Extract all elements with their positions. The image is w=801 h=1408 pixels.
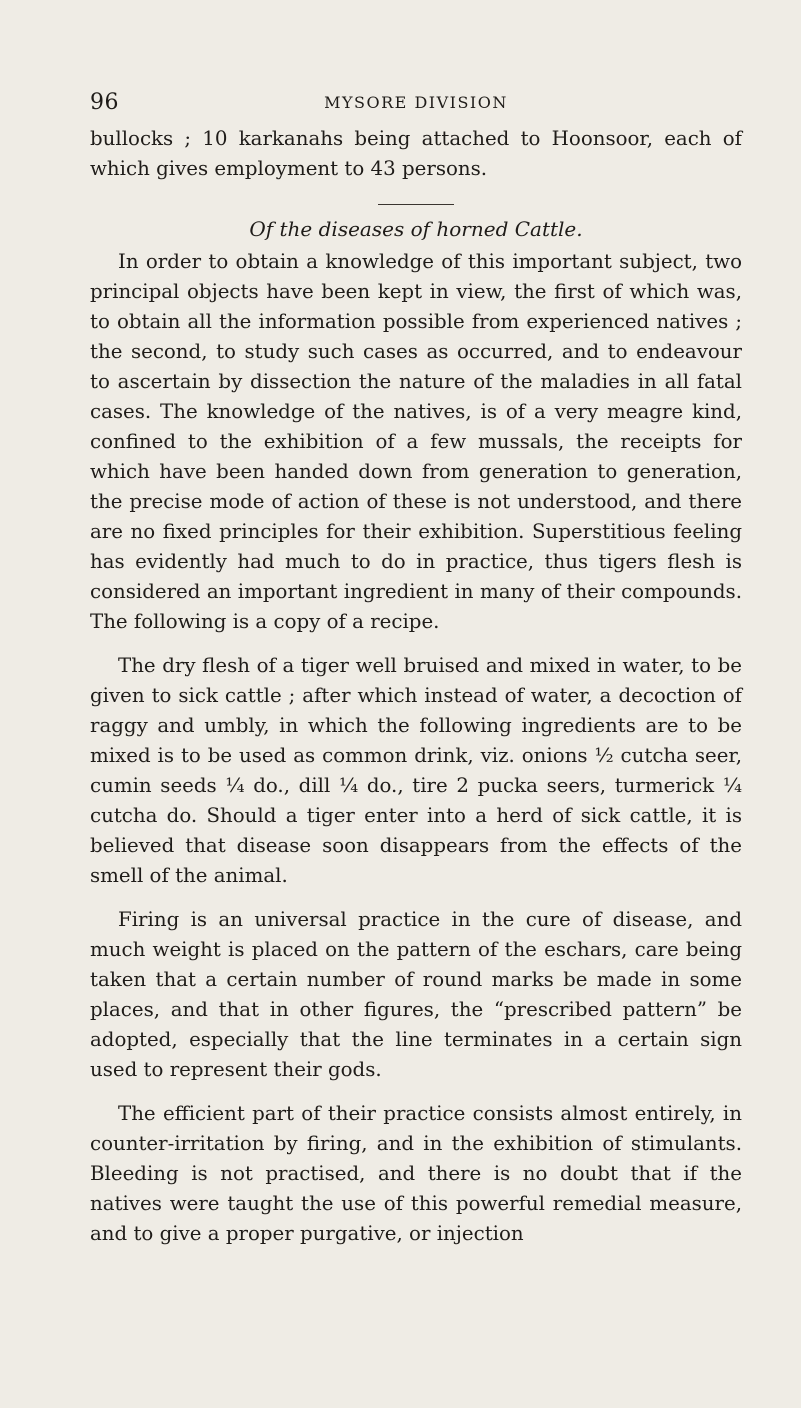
paragraph-recipe: The dry flesh of a tiger well bruised and mixed in water, to be given to sick cattle ; after which instead of water, a decoction of raggy and umbly, in which the following ingredients are to be mixed is to be used as common drink, viz. onions ½ cutcha seer, cumin seeds ¼ do., dill ¼ do., tire 2 pucka seers, turmerick ¼ cutcha do. Should a tiger enter into a herd of sick cattle, it is believed that disease soon disappears from the effects of the smell of the animal.	[90, 654, 742, 887]
section-divider	[378, 204, 454, 205]
section-title: Of the diseases of horned Cattle.	[249, 217, 583, 241]
continuation-paragraph: bullocks ; 10 karkanahs being attached to Hoonsoor, each of which gives employment to 43 persons.	[90, 127, 742, 180]
paragraph-knowledge: In order to obtain a knowledge of this important subject, two principal objects have been kept in view, the first of which was, to obtain all the information possible from experienced natives ; the second, to study such cases as occurred, and to endeavour to ascertain by dissection the nature of the maladies in all fatal cases. The knowledge of the natives, is of a very meagre kind, confined to the exhibition of a few mussals, the receipts for which have been handed down from generation to generation, the precise mode of action of these is not understood, and there are no fixed principles for their exhibition. Superstitious feeling has evidently had much to do in practice, thus tigers flesh is considered an important ingredient in many of their compounds. The following is a copy of a recipe.	[90, 250, 742, 633]
paragraph-practice: The efficient part of their practice consists almost entirely, in counter-irritation by firing, and in the exhibition of stimulants. Bleeding is not practised, and there is no doubt that if the natives were taught the use of this powerful remedial measure, and to give a proper purgative, or injection	[90, 1102, 742, 1245]
paragraph-firing: Firing is an universal practice in the cure of disease, and much weight is placed on the pattern of the eschars, care being taken that a certain number of round marks be made in some places, and that in other figures, the “prescribed pattern” be adopted, especially that the line terminates in a certain sign used to represent their gods.	[90, 908, 742, 1081]
page-header	[90, 90, 742, 116]
page-number: 96	[90, 90, 119, 115]
running-title: MYSORE DIVISION	[324, 93, 508, 112]
page-body	[90, 124, 742, 1265]
